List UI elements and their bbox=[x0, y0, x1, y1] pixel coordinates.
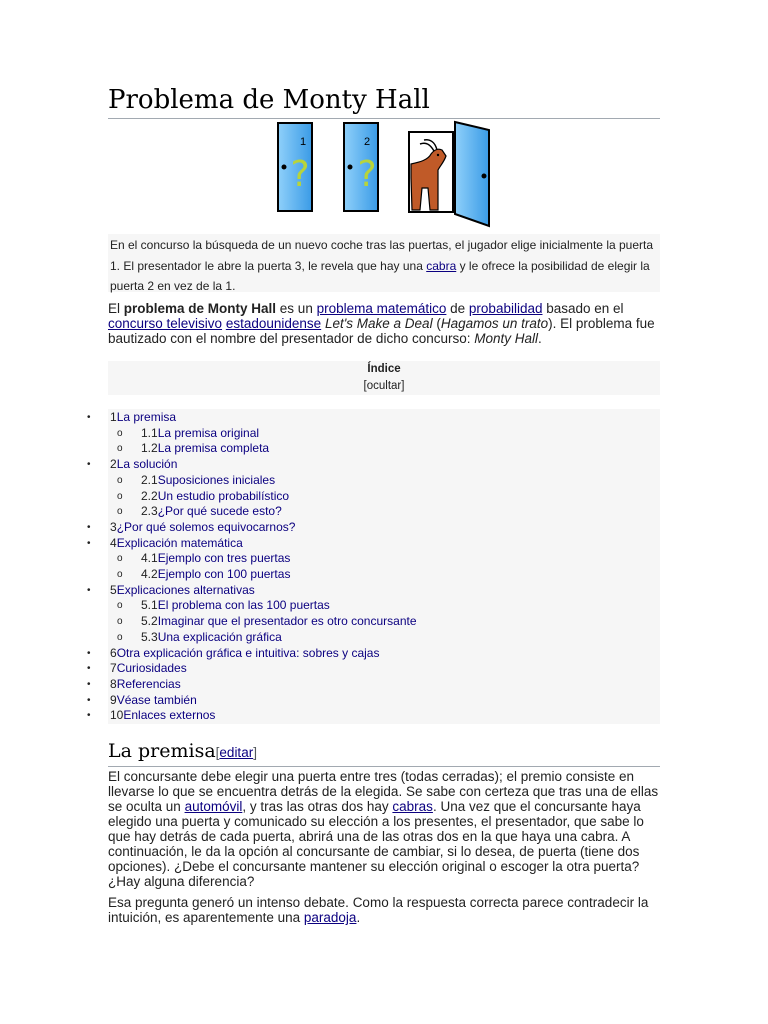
toc-item-number: 2.1 bbox=[141, 472, 158, 487]
toc-item-number: 8 bbox=[110, 676, 117, 691]
caption-text-2: y le ofrece la posibilidad de elegir la puerta 2 en vez de la 1. bbox=[110, 258, 650, 293]
toc-item-number: 6 bbox=[110, 645, 117, 660]
intro-text: ). El problema fue bautizado con el nombre del presentador de dicho concurso: bbox=[108, 316, 655, 346]
toc-sub-bullet: o bbox=[117, 631, 123, 643]
toc-sub-bullet: o bbox=[117, 490, 123, 502]
section-edit bbox=[216, 745, 257, 760]
figure-caption bbox=[108, 234, 660, 292]
intro-text: . bbox=[538, 331, 542, 346]
edit-bracket-close: ] bbox=[253, 745, 257, 760]
toc-bullet: • bbox=[87, 678, 91, 690]
toc-title: Índice bbox=[367, 363, 401, 375]
door-2 bbox=[344, 123, 378, 211]
link-concurso-televisivo[interactable]: concurso televisivo bbox=[108, 316, 223, 331]
toc-item-label: Véase también bbox=[116, 692, 197, 707]
toc-item-number: 4 bbox=[110, 535, 117, 550]
toc-item-label: La premisa completa bbox=[157, 441, 270, 456]
toc-item-number: 4.1 bbox=[141, 551, 158, 566]
toc-sub-bullet: o bbox=[117, 600, 123, 612]
intro-bold-term: problema de Monty Hall bbox=[123, 301, 277, 316]
intro-italic-show: Let's Make a Deal bbox=[324, 316, 433, 331]
toc-item[interactable] bbox=[110, 583, 255, 598]
link-problema-matematico[interactable]: problema matemático bbox=[316, 301, 447, 316]
caption-link-cabra[interactable]: cabra bbox=[426, 258, 457, 273]
toc-item[interactable] bbox=[141, 441, 269, 456]
toc-item-number: 5.2 bbox=[141, 614, 158, 629]
toc-item[interactable] bbox=[141, 567, 290, 582]
toc-sub-bullet: o bbox=[117, 427, 123, 439]
door-3-open bbox=[409, 122, 489, 226]
toc-item-label: ¿Por qué sucede esto? bbox=[157, 504, 282, 519]
intro-text: ( bbox=[432, 316, 441, 331]
edit-bracket-open: [ bbox=[215, 745, 220, 760]
toc-bullet: • bbox=[87, 412, 91, 423]
link-automovil[interactable]: automóvil bbox=[184, 799, 243, 814]
toc-item-number: 7 bbox=[110, 661, 117, 676]
paragraph-debate bbox=[108, 895, 660, 925]
link-cabras[interactable]: cabras bbox=[392, 799, 433, 814]
page-title: Problema de Monty Hall bbox=[108, 84, 660, 119]
toc-sub-bullet: o bbox=[117, 616, 123, 628]
toc-sub-bullet: o bbox=[117, 474, 123, 486]
link-paradoja[interactable]: paradoja bbox=[303, 910, 357, 925]
toc-item-number: 1 bbox=[110, 410, 117, 424]
intro-paragraph bbox=[108, 301, 660, 346]
toc-item-label: Ejemplo con tres puertas bbox=[157, 551, 291, 566]
toc-item-label: Ejemplo con 100 puertas bbox=[157, 567, 291, 581]
toc-item-label: Curiosidades bbox=[116, 661, 187, 676]
toc-item-label: La solución bbox=[116, 457, 178, 472]
toc-item-label: Una explicación gráfica bbox=[157, 629, 282, 644]
toc-item[interactable] bbox=[141, 551, 290, 566]
toc-item-number: 2.3 bbox=[141, 504, 158, 519]
toc-header bbox=[108, 361, 660, 395]
toc-item[interactable] bbox=[110, 646, 379, 661]
toc-item-label: Referencias bbox=[116, 676, 181, 691]
toc-bullet: • bbox=[87, 663, 91, 675]
toc-item[interactable] bbox=[141, 504, 282, 519]
intro-text: es un bbox=[276, 301, 317, 316]
caption-text-1: En el concurso la búsqueda de un nuevo coche tras las puertas, el jugador elige inicialmente la puerta 1. El presentador le abre la puerta 3, le revela que hay una bbox=[110, 238, 654, 273]
para-text: , y tras las otras dos hay bbox=[242, 799, 393, 814]
toc-item-label: Un estudio probabilístico bbox=[157, 488, 290, 503]
toc-item[interactable] bbox=[110, 693, 197, 708]
door-2-question-mark: ? bbox=[357, 154, 377, 195]
toc-bullet: • bbox=[87, 694, 91, 706]
toc-bullet: • bbox=[87, 537, 91, 549]
para-text: El concursante debe elegir una puerta entre tres (todas cerradas); el premio consiste en llevarse lo que se encuentra detrás de la elegida. Se sabe con certeza que tras una de ellas se oculta un bbox=[108, 769, 659, 814]
toc-item[interactable] bbox=[141, 630, 282, 645]
paragraph-premisa bbox=[108, 769, 660, 889]
toc-item-number: 3 bbox=[110, 519, 117, 534]
toc-item-number: 1.2 bbox=[141, 441, 158, 456]
toc-item-label: Enlaces externos bbox=[123, 708, 216, 723]
toc-sub-bullet: o bbox=[117, 506, 123, 518]
intro-text: basado en el bbox=[542, 301, 624, 316]
door-2-number: 2 bbox=[363, 136, 371, 148]
toc-item[interactable] bbox=[110, 708, 215, 723]
toc-item[interactable] bbox=[141, 426, 259, 441]
intro-italic-host: Monty Hall bbox=[474, 331, 539, 346]
edit-link[interactable]: editar bbox=[219, 745, 254, 760]
intro-italic-translation: Hagamos un trato bbox=[440, 316, 549, 331]
toc-item-label: Imaginar que el presentador es otro concursante bbox=[157, 614, 417, 629]
toc-bullet: • bbox=[87, 521, 91, 533]
toc-item-label: La premisa original bbox=[157, 425, 260, 440]
toc-item-number: 1.1 bbox=[141, 425, 158, 440]
toc-item[interactable] bbox=[110, 536, 243, 551]
toc-item[interactable] bbox=[141, 598, 330, 613]
toc-toggle[interactable]: [ocultar] bbox=[363, 380, 405, 392]
toc-item-number: 5.1 bbox=[141, 598, 158, 613]
toc-item-number: 4.2 bbox=[141, 567, 158, 581]
toc-item-number: 2.2 bbox=[141, 488, 158, 503]
para-text: Esa pregunta generó un intenso debate. Como la respuesta correcta parece contradecir la intuición, es aparentemente una bbox=[108, 895, 649, 925]
toc-item[interactable] bbox=[110, 520, 295, 535]
toc-item-number: 5 bbox=[110, 582, 117, 597]
toc-item-number: 10 bbox=[110, 708, 124, 723]
toc-item-label: ¿Por qué solemos equivocarnos? bbox=[116, 519, 296, 534]
link-estadounidense[interactable]: estadounidense bbox=[225, 316, 322, 331]
toc-sub-bullet: o bbox=[117, 443, 123, 455]
intro-text: de bbox=[446, 301, 469, 316]
intro-text: El bbox=[108, 301, 124, 316]
link-probabilidad[interactable]: probabilidad bbox=[468, 301, 543, 316]
toc-item[interactable] bbox=[141, 489, 289, 504]
toc-item-label: Otra explicación gráfica e intuitiva: sobres y cajas bbox=[116, 645, 380, 660]
toc-bullet: • bbox=[87, 647, 91, 659]
toc-item-label: Explicación matemática bbox=[116, 535, 243, 550]
toc-item-label: La premisa bbox=[116, 410, 177, 424]
toc-item[interactable] bbox=[110, 457, 177, 472]
para-text: . Una vez que el concursante haya elegido una puerta y comunicado su elección a los presentes, el presentador, que sabe lo que hay detrás de cada puerta, abrirá una de las otras dos en la que haya una cabra. A continuación, le da la opción al concursante de cambiar, si lo desea, de puerta (tiene dos opciones). ¿Debe el concursante mantener su elección original o escoger la otra puerta? ¿Hay alguna diferencia? bbox=[108, 799, 644, 889]
toc-item-label: El problema con las 100 puertas bbox=[157, 598, 330, 613]
toc-item-label: Explicaciones alternativas bbox=[116, 582, 255, 597]
door-1-number: 1 bbox=[299, 136, 307, 148]
toc-item[interactable] bbox=[141, 473, 275, 488]
toc-item-number: 5.3 bbox=[141, 629, 158, 644]
toc-item-number: 2 bbox=[110, 457, 117, 472]
section-title: La premisa bbox=[108, 740, 216, 762]
doors-illustration bbox=[108, 118, 660, 234]
toc-item-number: 9 bbox=[110, 692, 117, 707]
toc-sub-bullet: o bbox=[117, 553, 123, 565]
toc-sub-bullet: o bbox=[117, 569, 123, 580]
toc-item[interactable] bbox=[110, 410, 176, 425]
toc-item[interactable] bbox=[141, 614, 417, 629]
toc-bullet: • bbox=[87, 710, 91, 722]
toc-bullet: • bbox=[87, 584, 91, 596]
section-heading bbox=[108, 738, 660, 767]
para-text: . bbox=[356, 910, 361, 925]
door-1 bbox=[278, 123, 312, 211]
toc-bullet: • bbox=[87, 459, 91, 471]
toc-item-label: Suposiciones iniciales bbox=[157, 472, 276, 487]
door-1-question-mark: ? bbox=[290, 154, 310, 195]
toc-item[interactable] bbox=[110, 661, 187, 676]
toc-item[interactable] bbox=[110, 677, 181, 692]
